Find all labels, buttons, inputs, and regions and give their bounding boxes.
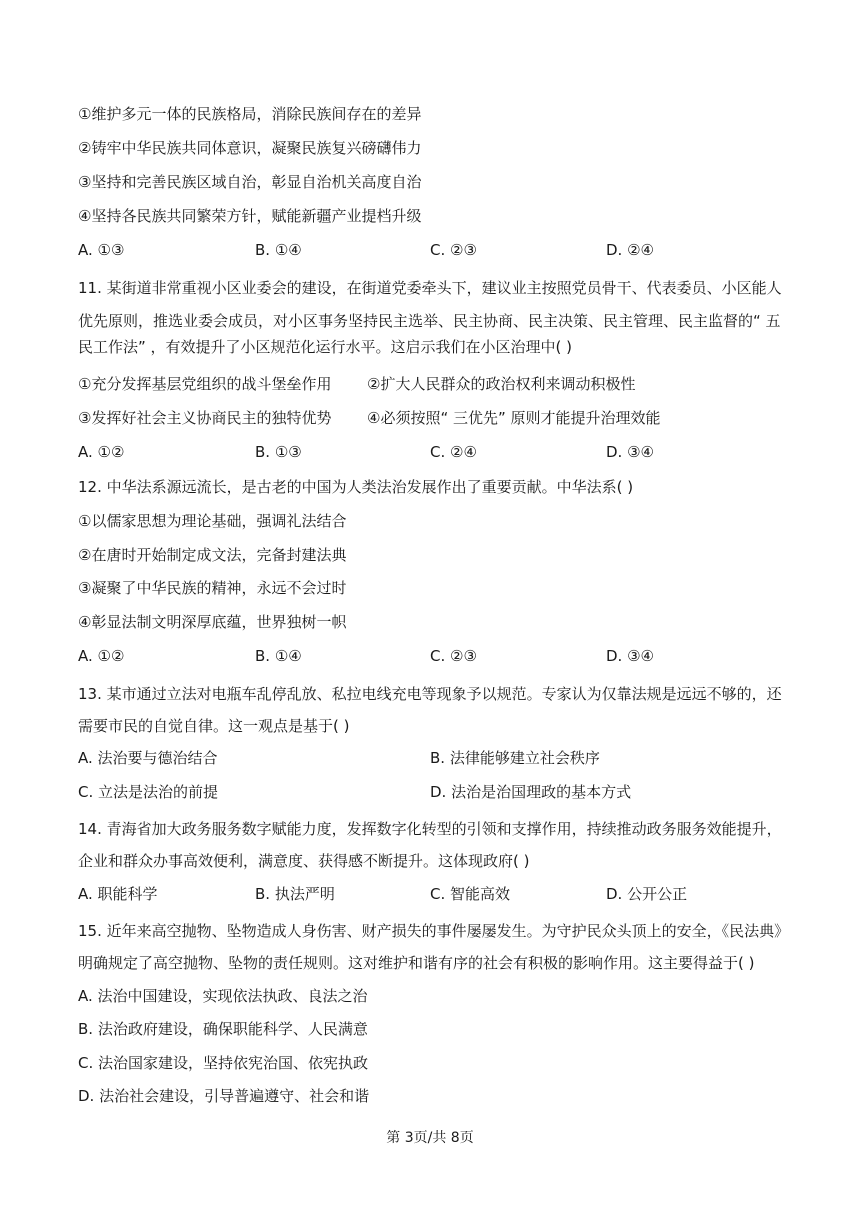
q13-option-a: A. 法治要与德治结合 (78, 749, 218, 767)
q10-item-3: ③坚持和完善民族区域自治，彰显自治机关高度自治 (78, 173, 422, 191)
q12-item-1: ①以儒家思想为理论基础，强调礼法结合 (78, 512, 347, 530)
q10-item-1: ①维护多元一体的民族格局，消除民族间存在的差异 (78, 105, 422, 123)
q10-option-a: A. ①③ (78, 241, 125, 259)
q11-option-a: A. ①② (78, 443, 125, 461)
q11-stem-line-3: 民工作法” ，有效提升了小区规范化运行水平。这启示我们在小区治理中( ) (78, 338, 573, 356)
q15-option-d: D. 法治社会建设，引导普遍遵守、社会和谐 (78, 1087, 370, 1105)
q14-option-c: C. 智能高效 (430, 885, 511, 903)
q13-stem-line-1: 13. 某市通过立法对电瓶车乱停乱放、私拉电线充电等现象予以规范。专家认为仅靠法规是远远不够的，还 (78, 685, 782, 703)
q12-item-2: ②在唐时开始制定成文法，完备封建法典 (78, 546, 347, 564)
page-number: 第 3页/共 8页 (386, 1130, 474, 1146)
q10-option-c: C. ②③ (430, 241, 477, 259)
q12-option-d: D. ③④ (606, 647, 654, 665)
q10-item-2: ②铸牢中华民族共同体意识，凝聚民族复兴磅礴伟力 (78, 139, 422, 157)
q11-option-c: C. ②④ (430, 443, 477, 461)
q11-option-d: D. ③④ (606, 443, 654, 461)
q11-stem-line-2: 优先原则，推选业委会成员，对小区事务坚持民主选举、民主协商、民主决策、民主管理、民主监督的“ 五 (78, 312, 781, 330)
q11-option-b: B. ①③ (255, 443, 302, 461)
q13-option-c: C. 立法是法治的前提 (78, 783, 219, 801)
q12-stem: 12. 中华法系源远流长，是古老的中国为人类法治发展作出了重要贡献。中华法系( ) (78, 478, 634, 496)
q14-stem-line-2: 企业和群众办事高效便利，满意度、获得感不断提升。这体现政府( ) (78, 852, 530, 870)
q14-option-a: A. 职能科学 (78, 885, 158, 903)
q14-option-b: B. 执法严明 (255, 885, 335, 903)
q11-item-4: ④必须按照“ 三优先” 原则才能提升治理效能 (367, 409, 661, 427)
q15-stem-line-1: 15. 近年来高空抛物、坠物造成人身伤害、财产损失的事件屡屡发生。为守护民众头顶上的安全，《民法典》 (78, 922, 790, 940)
q13-option-b: B. 法律能够建立社会秩序 (430, 749, 600, 767)
q10-item-4: ④坚持各民族共同繁荣方针，赋能新疆产业提档升级 (78, 207, 422, 225)
q13-option-d: D. 法治是治国理政的基本方式 (430, 783, 632, 801)
q11-item-2: ②扩大人民群众的政治权利来调动积极性 (367, 375, 636, 393)
q15-stem-line-2: 明确规定了高空抛物、坠物的责任规则。这对维护和谐有序的社会有积极的影响作用。这主要得益于( ) (78, 954, 755, 972)
q12-item-3: ③凝聚了中华民族的精神，永远不会过时 (78, 579, 347, 597)
q15-option-c: C. 法治国家建设，坚持依宪治国、依宪执政 (78, 1054, 369, 1072)
q11-item-3: ③发挥好社会主义协商民主的独特优势 (78, 409, 332, 427)
q11-item-1: ①充分发挥基层党组织的战斗堡垒作用 (78, 375, 332, 393)
q14-option-d: D. 公开公正 (606, 885, 688, 903)
q12-item-4: ④彰显法制文明深厚底蕴，世界独树一帜 (78, 613, 347, 631)
q11-stem-line-1: 11. 某街道非常重视小区业委会的建设，在街道党委牵头下，建议业主按照党员骨干、代表委员、小区能人 (78, 279, 782, 297)
q15-option-b: B. 法治政府建设，确保职能科学、人民满意 (78, 1020, 368, 1038)
q10-option-b: B. ①④ (255, 241, 302, 259)
q10-option-d: D. ②④ (606, 241, 654, 259)
q12-option-a: A. ①② (78, 647, 125, 665)
q15-option-a: A. 法治中国建设，实现依法执政、良法之治 (78, 987, 368, 1005)
q12-option-b: B. ①④ (255, 647, 302, 665)
q14-stem-line-1: 14. 青海省加大政务服务数字赋能力度，发挥数字化转型的引领和支撑作用，持续推动政务服务效能提升， (78, 820, 782, 838)
q12-option-c: C. ②③ (430, 647, 477, 665)
q13-stem-line-2: 需要市民的自觉自律。这一观点是基于( ) (78, 717, 350, 735)
